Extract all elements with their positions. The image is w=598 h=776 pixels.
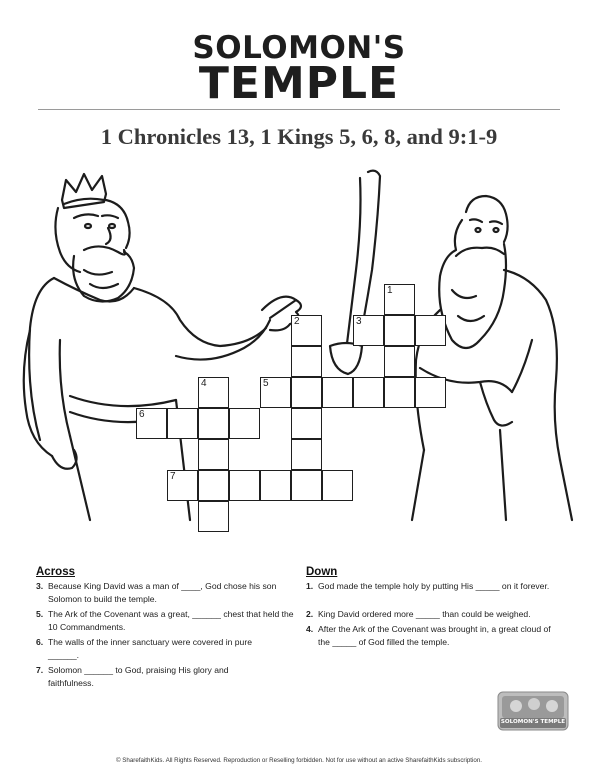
clue-across-5 [36,608,298,633]
prophet-figure [412,196,572,520]
crossword-cell[interactable] [322,377,353,408]
clue-number: 1. [306,581,314,591]
title-line-2: TEMPLE [198,58,400,109]
clue-text: Solomon ______ to God, praising His glory and faithfulness. [48,665,229,688]
clue-across-3 [36,580,298,605]
scripture-reference: 1 Chronicles 13, 1 Kings 5, 6, 8, and 9:1-9 [100,124,498,149]
crossword-cell[interactable] [198,470,229,501]
clue-number: 2. [306,609,314,619]
clue-number-6: 6 [139,409,145,420]
clue-number: 3. [36,581,44,591]
crossword-cell[interactable] [384,346,415,377]
crossword-cell[interactable] [260,470,291,501]
crossword-cell[interactable] [291,439,322,470]
crossword-cell[interactable] [198,439,229,470]
clue-number-1: 1 [387,285,393,296]
clue-text: Because King David was a man of ____, God chose his son Solomon to build the temple. [48,581,277,604]
clue-number: 6. [36,637,44,647]
clue-down-2 [306,608,568,621]
clue-text: The Ark of the Covenant was a great, ______ chest that held the 10 Commandments. [48,609,294,632]
crossword-cell[interactable] [415,377,446,408]
lesson-badge-logo [494,688,572,734]
crossword-cell[interactable] [353,377,384,408]
crossword-cell[interactable] [384,315,415,346]
clue-number-3: 3 [356,316,362,327]
crossword-cell[interactable] [322,470,353,501]
clue-number: 4. [306,624,314,634]
clue-number-4: 4 [201,378,207,389]
across-heading: Across [36,566,75,578]
copyright-footer: © SharefaithKids. All Rights Reserved. Reproduction or Reselling forbidden. Not for use without an active SharefaithKids subscription. [115,757,483,764]
clue-text: After the Ark of the Covenant was brought in, a great cloud of the _____ of God filled the temple. [318,624,551,647]
title-line-1: SOLOMON'S [192,30,406,66]
clue-number-5: 5 [263,378,269,389]
crossword-cell[interactable] [291,315,322,346]
crossword-cell[interactable] [198,377,229,408]
crossword-cell[interactable] [198,501,229,532]
badge-text: SOLOMON'S TEMPLE [500,719,566,725]
down-heading: Down [306,566,338,578]
crossword-cell[interactable] [260,377,291,408]
crossword-cell[interactable] [167,408,198,439]
crossword-cell[interactable] [291,470,322,501]
clue-number: 5. [36,609,44,619]
clue-text: King David ordered more _____ than could be weighed. [318,609,531,619]
crossword-cell[interactable] [136,408,167,439]
crossword-cell[interactable] [384,284,415,315]
crossword-cell[interactable] [291,408,322,439]
crossword-cell[interactable] [229,408,260,439]
crossword-cell[interactable] [291,377,322,408]
clue-number-7: 7 [170,471,176,482]
king-figure [24,174,301,520]
clue-text: God made the temple holy by putting His _____ on it forever. [318,581,550,591]
crossword-cell[interactable] [353,315,384,346]
crossword-cell[interactable] [415,315,446,346]
clue-down-4 [306,623,556,648]
clue-number-2: 2 [294,316,300,327]
clue-text: The walls of the inner sanctuary were covered in pure ______. [48,637,252,660]
divider [38,109,560,110]
crossword-cell[interactable] [167,470,198,501]
clue-across-7 [36,664,258,689]
crossword-cell[interactable] [198,408,229,439]
crossword-cell[interactable] [229,470,260,501]
clue-number: 7. [36,665,44,675]
crossword-cell[interactable] [291,346,322,377]
crossword-cell[interactable] [384,377,415,408]
clue-across-6 [36,636,276,661]
clue-down-1 [306,580,556,593]
